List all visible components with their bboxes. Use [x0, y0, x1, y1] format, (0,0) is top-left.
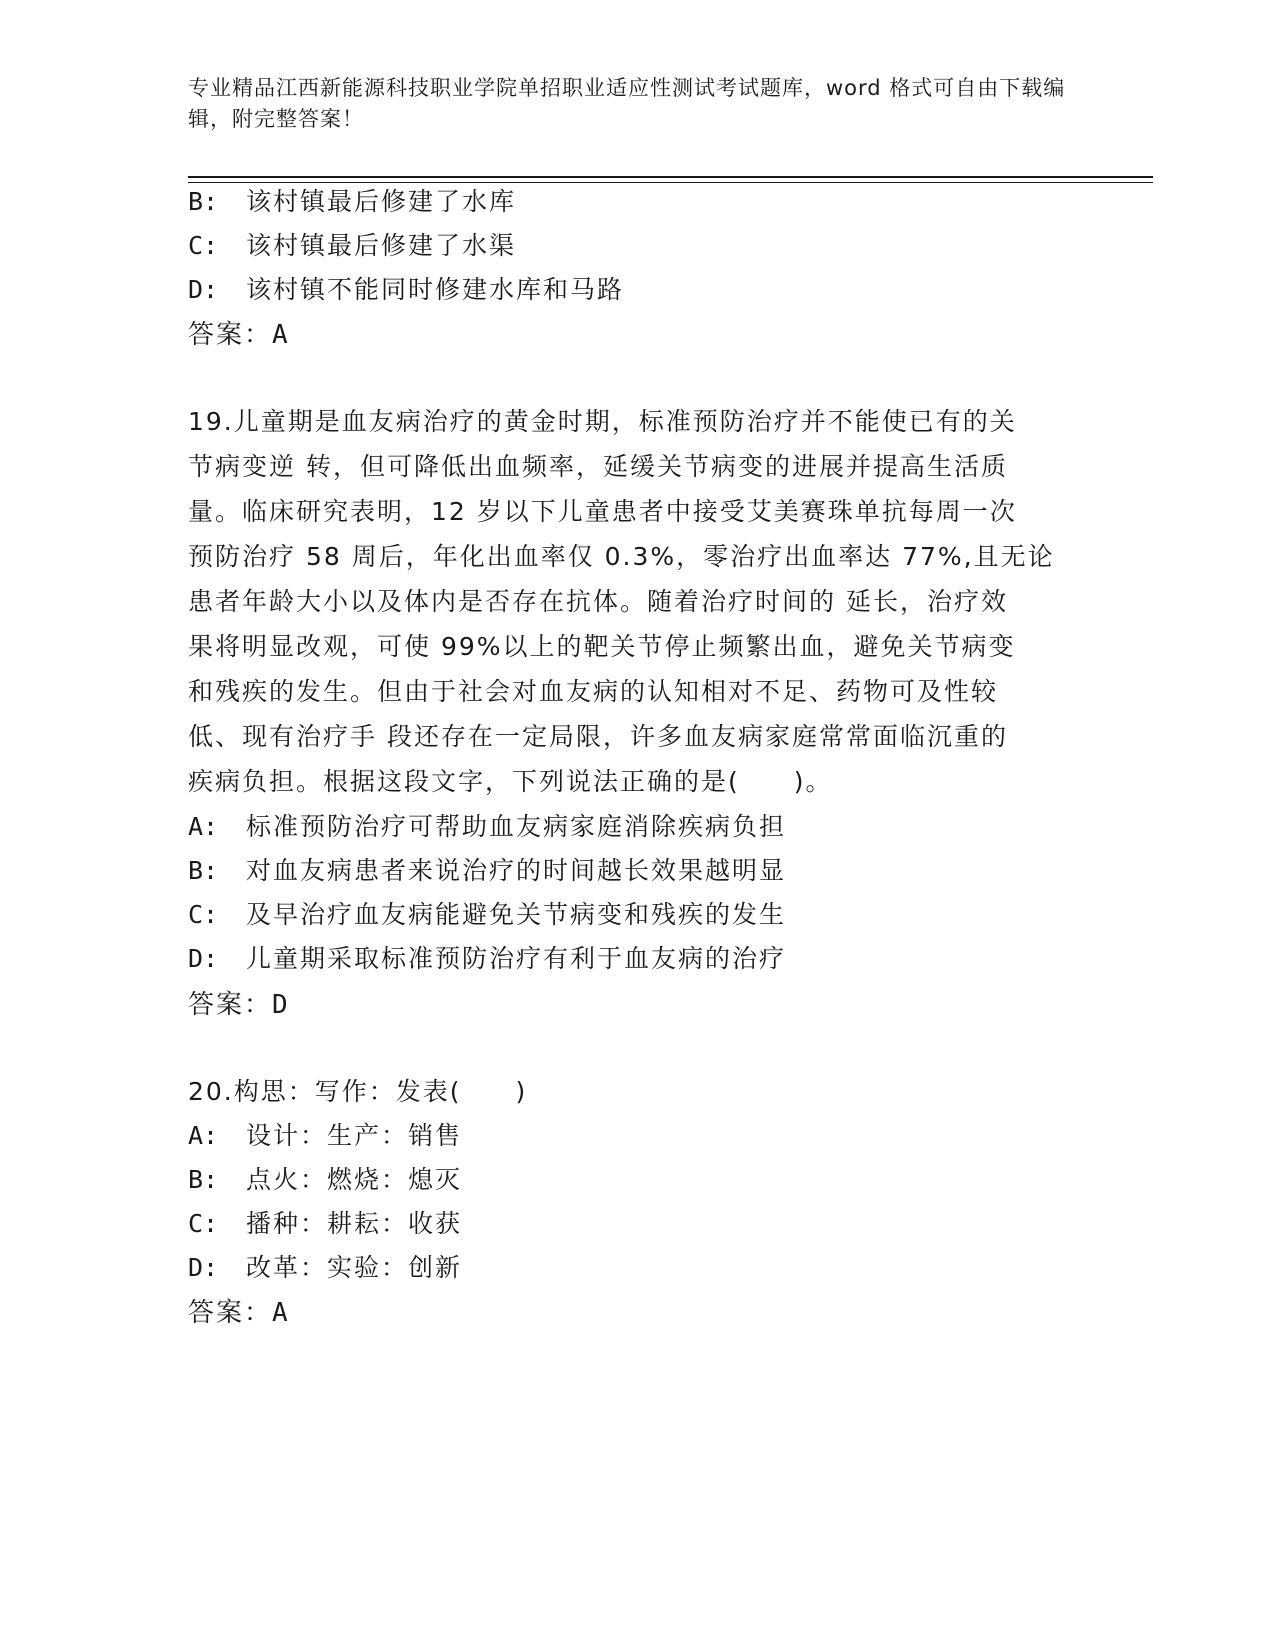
option-letter: D: [188, 944, 219, 973]
answer-label: 答案： [188, 1298, 273, 1328]
option-text: 及早治疗血友病能避免关节病变和残疾的发生 [246, 900, 787, 929]
q18-option-b [188, 185, 516, 219]
answer-value: A [272, 320, 290, 350]
q19-stem-line: 预防治疗 58 周后，年化出血率仅 0.3%，零治疗出血率达 77%,且无论 [188, 542, 1055, 571]
option-letter: C: [188, 1209, 219, 1238]
option-text: 该村镇最后修建了水库 [246, 187, 517, 216]
option-text: 标准预防治疗可帮助血友病家庭消除疾病负担 [246, 812, 787, 841]
q20-stem: 20.构思：写作：发表( ) [188, 1077, 528, 1106]
q19-stem-line: 果将明显改观，可使 99%以上的靶关节停止频繁出血，避免关节病变 [188, 632, 1016, 661]
q19-stem-line: 患者年龄大小以及体内是否存在抗体。随着治疗时间的 延长，治疗效 [188, 587, 1008, 616]
q19-option-b [188, 854, 786, 888]
q18-option-d [188, 273, 624, 307]
option-text: 该村镇最后修建了水渠 [246, 231, 517, 260]
option-letter: C: [188, 900, 219, 929]
q18-answer [188, 318, 290, 352]
option-text: 改革：实验：创新 [246, 1253, 463, 1282]
option-letter: A: [188, 1121, 219, 1150]
option-letter: B: [188, 856, 219, 885]
option-text: 设计：生产：销售 [246, 1121, 463, 1150]
q19-stem-line: 疾病负担。根据这段文字，下列说法正确的是( )。 [188, 767, 833, 796]
q19-option-c [188, 898, 786, 932]
option-letter: B: [188, 1165, 219, 1194]
q19-stem-line: 和残疾的发生。但由于社会对血友病的认知相对不足、药物可及性较 [188, 677, 999, 706]
q20-answer [188, 1296, 290, 1330]
q19-answer [188, 988, 290, 1022]
q19-option-a [188, 810, 786, 844]
option-text: 该村镇不能同时修建水库和马路 [246, 275, 625, 304]
option-text: 儿童期采取标准预防治疗有利于血友病的治疗 [246, 944, 787, 973]
q19-stem-line: 低、现有治疗手 段还存在一定局限，许多血友病家庭常常面临沉重的 [188, 722, 1008, 751]
answer-value: D [272, 990, 290, 1020]
q19-stem-line: 19.儿童期是血友病治疗的黄金时期，标准预防治疗并不能使已有的关 [188, 407, 1017, 436]
header-rule-thick [188, 176, 1153, 178]
q20-option-b [188, 1163, 462, 1197]
q19-stem-line: 节病变逆 转，但可降低出血频率，延缓关节病变的进展并提高生活质 [188, 452, 1008, 481]
answer-label: 答案： [188, 990, 273, 1020]
option-text: 对血友病患者来说治疗的时间越长效果越明显 [246, 856, 787, 885]
option-letter: C: [188, 231, 219, 260]
q19-option-d [188, 942, 786, 976]
page-header: 专业精品江西新能源科技职业学院单招职业适应性测试考试题库，word 格式可自由下载编辑，附完整答案！ [188, 76, 1066, 131]
q19-stem-line: 量。临床研究表明，12 岁以下儿童患者中接受艾美赛珠单抗每周一次 [188, 497, 1017, 526]
option-letter: A: [188, 812, 219, 841]
option-letter: D: [188, 1253, 219, 1282]
option-text: 点火：燃烧：熄灭 [246, 1165, 463, 1194]
q18-option-c [188, 229, 516, 263]
q20-option-a [188, 1119, 462, 1153]
header-rule-thin [188, 182, 1153, 183]
q20-option-c [188, 1207, 462, 1241]
answer-value: A [272, 1298, 290, 1328]
option-text: 播种：耕耘：收获 [246, 1209, 463, 1238]
option-letter: D: [188, 275, 219, 304]
q20-option-d [188, 1251, 462, 1285]
option-letter: B: [188, 187, 219, 216]
answer-label: 答案： [188, 320, 273, 350]
